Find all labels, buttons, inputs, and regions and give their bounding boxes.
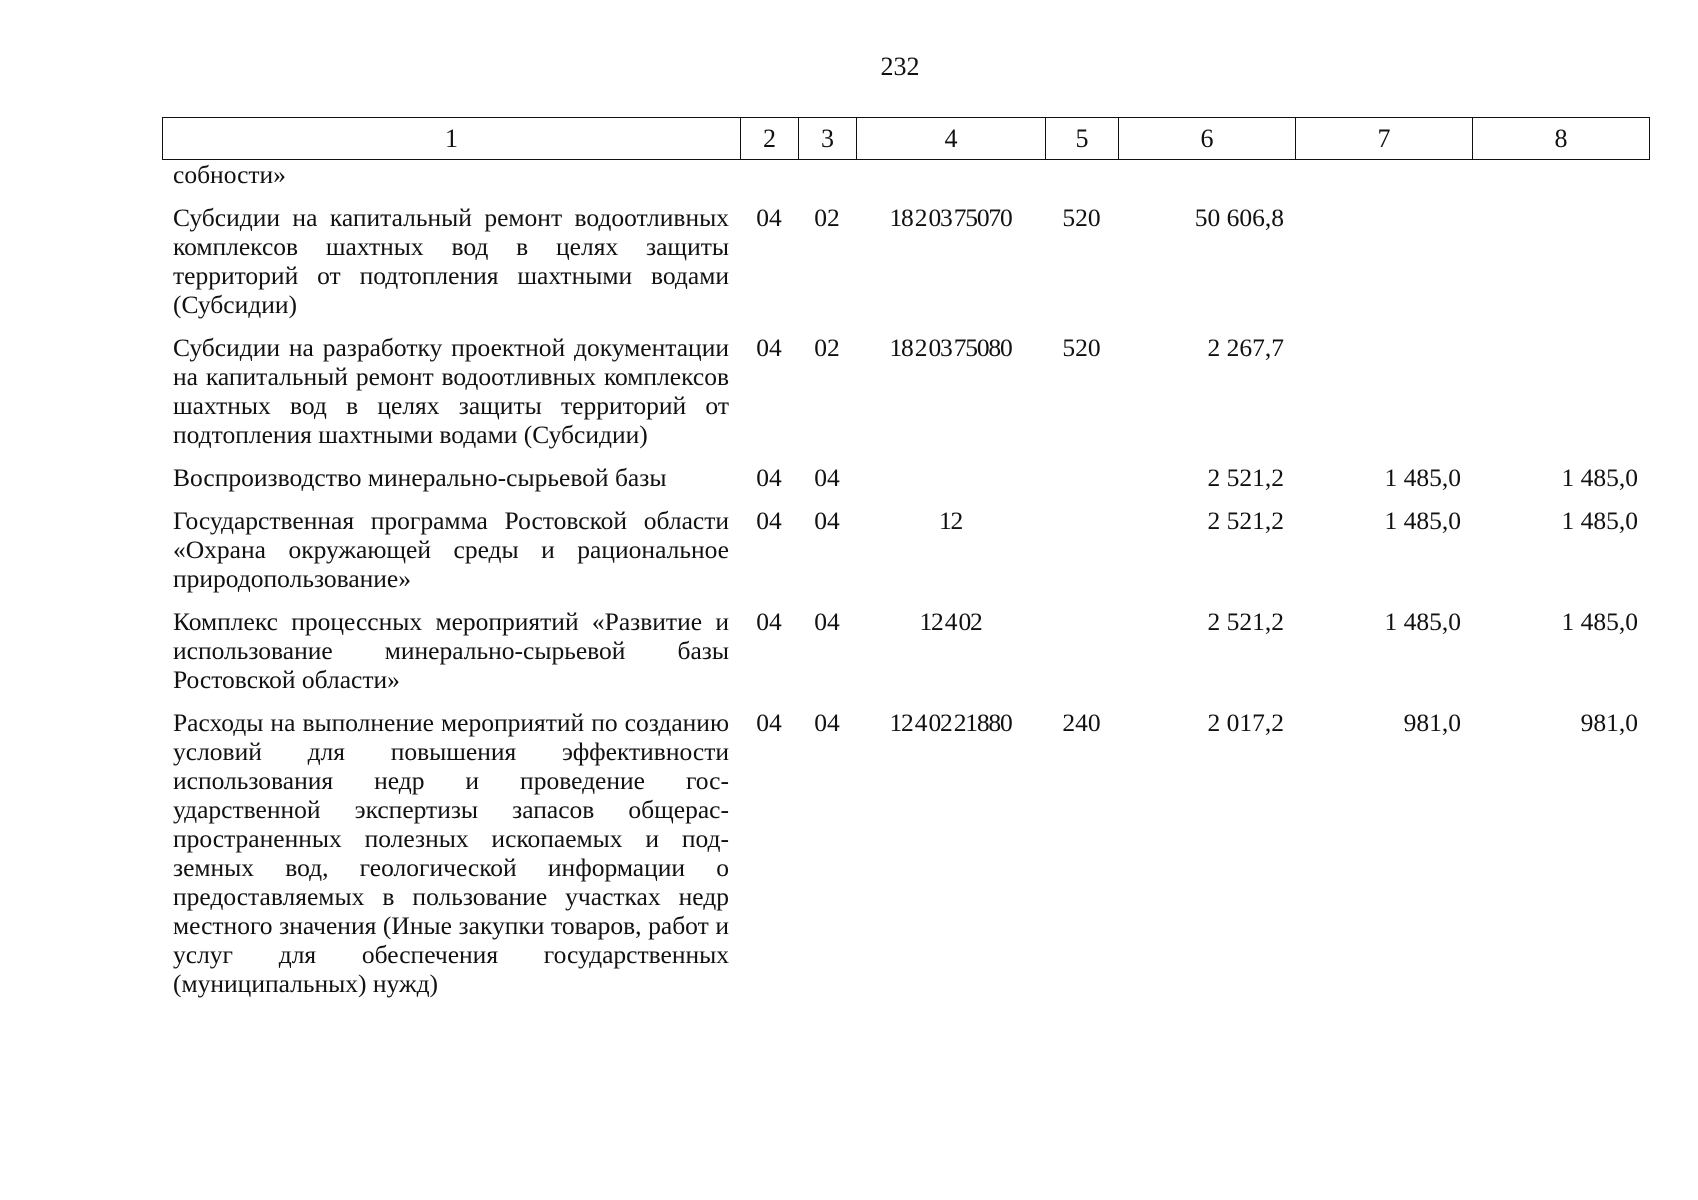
row-amount-2: 1 485,0 xyxy=(1384,463,1461,492)
row-target-article: 12 4 02 xyxy=(919,607,982,636)
row-subsection: 04 xyxy=(814,463,840,492)
row-subsection: 02 xyxy=(814,333,840,362)
row-amount-1: 2 017,2 xyxy=(1207,708,1284,737)
row-amount-2: 1 485,0 xyxy=(1384,506,1461,535)
row-amount-1: 50 606,8 xyxy=(1194,203,1284,232)
row-amount-3 xyxy=(1472,333,1649,463)
row-amount-1: 2 521,2 xyxy=(1207,506,1284,535)
table-row xyxy=(162,203,1649,333)
row-amount-2 xyxy=(1295,333,1472,463)
row-amount-1: 2 267,7 xyxy=(1207,333,1284,362)
row-expense-type xyxy=(1045,607,1118,708)
row-name: Государственная программа Ростовской области «Охрана окружающей среды и рациональное природопользование» xyxy=(173,506,729,593)
row-target-article: 12 4 02 21880 xyxy=(889,708,1012,737)
header-col-6: 6 xyxy=(1119,118,1296,160)
row-amount-3: 1 485,0 xyxy=(1561,607,1638,636)
row-amount-3: 1 485,0 xyxy=(1561,463,1638,492)
row-name: Расходы на выполнение мероприятий по созданию условий для повышения эффективности использования недр и проведение государственной экспертизы запасов общераспространенных полезных ископаемых и подземных вод, геологической информации о предоставляемых в пользование участках недр местного значения (Иные закупки товаров, работ и услуг для обеспечения государственных (муниципальных) нужд) xyxy=(173,708,729,998)
row-name: Субсидии на разработку проектной документации на капитальный ремонт водоотливных комплексов шахтных вод в целях защиты территорий от подтопления шахтными водами (Субсидии) xyxy=(173,333,729,449)
row-target-article xyxy=(856,463,1045,506)
table-row xyxy=(162,463,1649,506)
row-amount-1: 2 521,2 xyxy=(1207,463,1284,492)
row-subsection: 04 xyxy=(814,708,840,737)
column-header-table xyxy=(162,117,1650,160)
row-name: Субсидии на капитальный ремонт водоотливных комплексов шахтных вод в целях защиты территорий от подтопления шахтными водами (Субсидии) xyxy=(173,203,729,319)
row-expense-type: 240 xyxy=(1062,708,1101,737)
table-row xyxy=(162,506,1649,607)
header-row xyxy=(163,118,1650,160)
row-amount-2 xyxy=(1295,203,1472,333)
header-col-8: 8 xyxy=(1473,118,1650,160)
header-col-3: 3 xyxy=(799,118,857,160)
row-section: 04 xyxy=(756,708,782,737)
row-section: 04 xyxy=(756,607,782,636)
row-expense-type xyxy=(1045,463,1118,506)
table-row xyxy=(162,333,1649,463)
row-amount-3: 981,0 xyxy=(1580,708,1638,737)
continuation-row xyxy=(162,158,1649,203)
row-section: 04 xyxy=(756,463,782,492)
row-amount-2: 1 485,0 xyxy=(1384,607,1461,636)
row-subsection: 02 xyxy=(814,203,840,232)
row-section: 04 xyxy=(756,203,782,232)
row-section: 04 xyxy=(756,333,782,362)
row-target-article: 18 2 03 75070 xyxy=(889,203,1012,232)
row-amount-2: 981,0 xyxy=(1403,708,1461,737)
row-target-article: 12 xyxy=(938,506,963,535)
header-col-2: 2 xyxy=(741,118,799,160)
header-col-5: 5 xyxy=(1046,118,1119,160)
budget-table xyxy=(162,158,1649,1012)
row-target-article: 18 2 03 75080 xyxy=(889,333,1012,362)
row-subsection: 04 xyxy=(814,506,840,535)
table-row xyxy=(162,708,1649,1012)
row-name: Воспроизводство минерально-сырьевой базы xyxy=(173,463,667,492)
row-expense-type: 520 xyxy=(1062,203,1101,232)
row-subsection: 04 xyxy=(814,607,840,636)
row-amount-3: 1 485,0 xyxy=(1561,506,1638,535)
row-name: Комплекс процессных мероприятий «Развитие и использование минерально-сырьевой базы Ростовской области» xyxy=(173,607,729,694)
row-amount-1: 2 521,2 xyxy=(1207,607,1284,636)
row-expense-type xyxy=(1045,506,1118,607)
page-number: 232 xyxy=(880,52,920,81)
continuation-text: собности» xyxy=(173,160,286,189)
header-col-7: 7 xyxy=(1296,118,1473,160)
row-amount-3 xyxy=(1472,203,1649,333)
header-col-1: 1 xyxy=(163,118,741,160)
table-row xyxy=(162,607,1649,708)
header-col-4: 4 xyxy=(857,118,1046,160)
row-section: 04 xyxy=(756,506,782,535)
row-expense-type: 520 xyxy=(1062,333,1101,362)
